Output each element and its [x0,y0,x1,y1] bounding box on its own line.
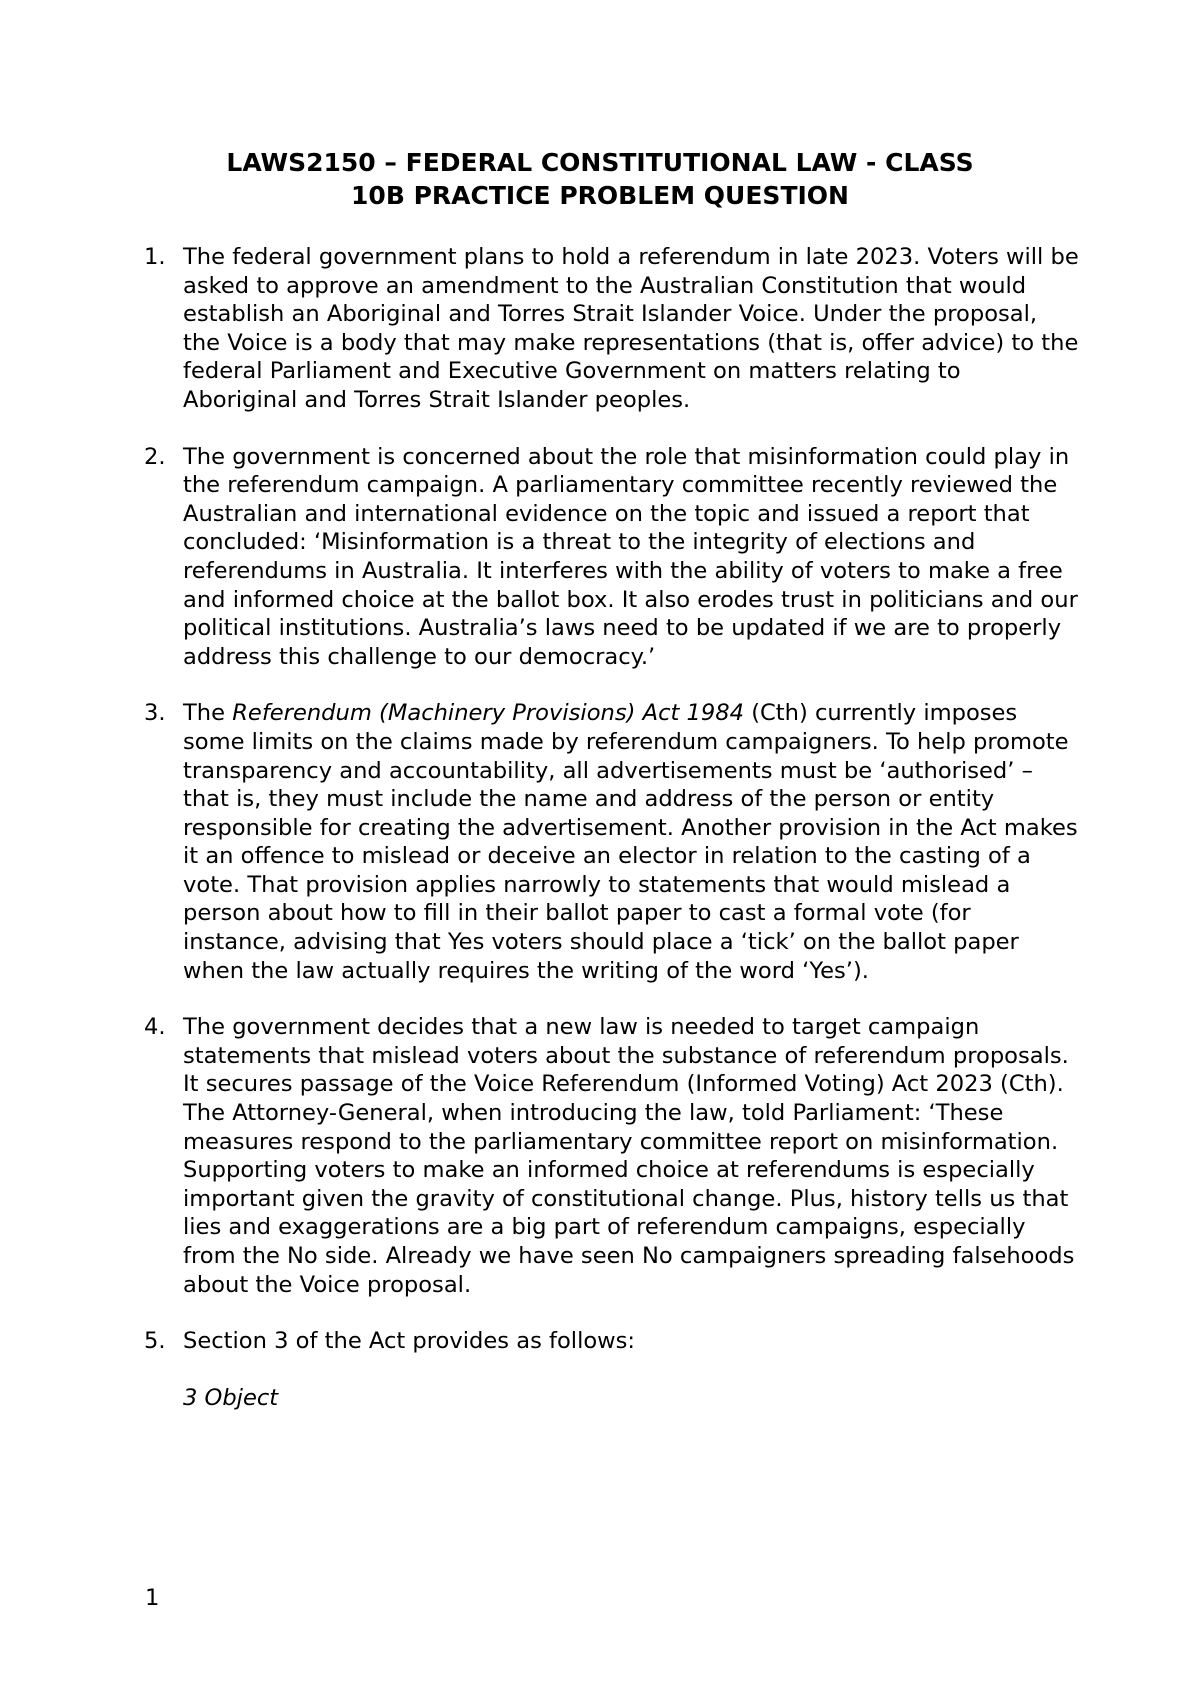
numbered-paragraph-list [140,243,1080,1440]
paragraph-number: 4. [144,1014,166,1041]
paragraph-text-start: The [183,700,233,727]
document-title [150,146,1050,212]
paragraph-1 [140,243,1080,415]
paragraph-text-end: (Cth) currently imposes some limits on the claims made by referendum campaigners. To help promote transparency and accountability, all advertisements must be ‘authorised’ – that is, they must include the name and address of the person or entity responsible for creating the advertisement. Another provision in the Act makes it an offence to mislead or deceive an elector in relation to the casting of a vote. That provision applies narrowly to statements that would mislead a person about how to fill in their ballot paper to cast a formal vote (for instance, advising that Yes voters should place a ‘tick’ on the ballot paper when the law actually requires the writing of the word ‘Yes’). [183,700,1078,984]
paragraph-5 [140,1327,1080,1412]
paragraph-number: 3. [144,700,166,727]
page-number: 1 [145,1585,160,1611]
paragraph-text: The federal government plans to hold a referendum in late 2023. Voters will be asked to approve an amendment to the Australian Constitution that would establish an Aboriginal and Torres Strait Islander Voice. Under the proposal, the Voice is a body that may make representations (that is, offer advice) to the federal Parliament and Executive Government on matters relating to Aboriginal and Torres Strait Islander peoples. [183,244,1079,413]
paragraph-text [183,699,1080,985]
paragraph-text: The government is concerned about the role that misinformation could play in the referendum campaign. A parliamentary committee recently reviewed the Australian and international evidence on the topic and issued a report that concluded: ‘Misinformation is a threat to the integrity of elections and referendums in Australia. It interferes with the ability of voters to make a free and informed choice at the ballot box. It also erodes trust in politicians and our political institutions. Australia’s laws need to be updated if we are to properly address this challenge to our democracy.’ [183,443,1078,670]
section-sub-heading: 3 Object [183,1384,279,1411]
paragraph-3 [140,699,1080,985]
title-line-1: LAWS2150 – FEDERAL CONSTITUTIONAL LAW - CLASS [226,148,974,177]
paragraph-number: 5. [144,1328,166,1355]
title-line-2: 10B PRACTICE PROBLEM QUESTION [351,181,849,210]
paragraph-number: 2. [144,443,166,470]
paragraph-4 [140,1013,1080,1299]
act-title-italic: Referendum (Machinery Provisions) Act 1984 [232,700,745,727]
paragraph-number: 1. [144,244,166,270]
paragraph-text: Section 3 of the Act provides as follows: [183,1328,636,1355]
paragraph-text: The government decides that a new law is needed to target campaign statements that mislead voters about the substance of referendum proposals. It secures passage of the Voice Referendum (Informed Voting) Act 2023 (Cth). The Attorney-General, when introducing the law, told Parliament: ‘These measures respond to the parliamentary committee report on misinformation. Supporting voters to make an informed choice at referendums is especially important given the gravity of constitutional change. Plus, history tells us that lies and exaggerations are a big part of referendum campaigns, especially from the No side. Already we have seen No campaigners spreading falsehoods about the Voice proposal. [183,1014,1075,1298]
paragraph-2 [140,443,1080,672]
